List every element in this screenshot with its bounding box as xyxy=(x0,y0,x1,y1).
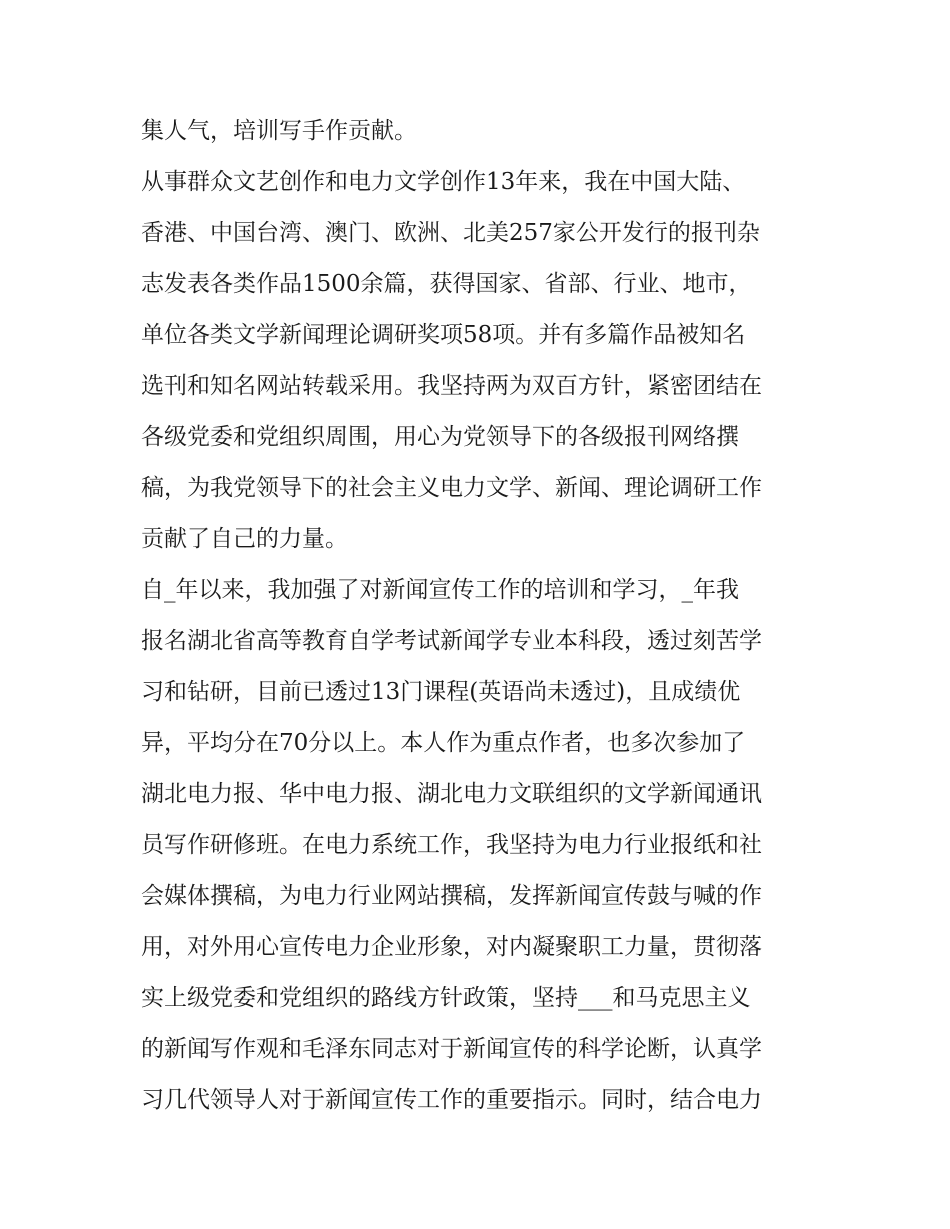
text-line: 集人气，培训写手作贡献。 xyxy=(141,118,417,144)
text-line: 从事群众文艺创作和电力文学创作13年来，我在中国大陆、 xyxy=(141,169,746,195)
text-line: 员写作研修班。在电力系统工作，我坚持为电力行业报纸和社 xyxy=(141,832,762,858)
text-line: 稿，为我党领导下的社会主义电力文学、新闻、理论调研工作 xyxy=(141,475,762,501)
text-line: 习和钻研，目前已透过13门课程(英语尚未透过)，且成绩优 xyxy=(141,679,741,705)
text-line: 单位各类文学新闻理论调研奖项58项。并有多篇作品被知名 xyxy=(141,322,746,348)
text-line: 异，平均分在70分以上。本人作为重点作者，也多次参加了 xyxy=(141,730,746,756)
text-line: 习几代领导人对于新闻宣传工作的重要指示。同时，结合电力 xyxy=(141,1087,762,1113)
text-line: 实上级党委和党组织的路线方针政策，坚持___和马克思主义 xyxy=(141,985,751,1011)
text-line: 用，对外用心宣传电力企业形象，对内凝聚职工力量，贯彻落 xyxy=(141,934,762,960)
text-line: 志发表各类作品1500余篇，获得国家、省部、行业、地市， xyxy=(141,271,752,297)
text-line: 各级党委和党组织周围，用心为党领导下的各级报刊网络撰 xyxy=(141,424,739,450)
text-line: 贡献了自己的力量。 xyxy=(141,526,348,552)
text-line: 的新闻写作观和毛泽东同志对于新闻宣传的科学论断，认真学 xyxy=(141,1036,762,1062)
text-line: 报名湖北省高等教育自学考试新闻学专业本科段，透过刻苦学 xyxy=(141,628,762,654)
text-line: 湖北电力报、华中电力报、湖北电力文联组织的文学新闻通讯 xyxy=(141,781,762,807)
text-line: 会媒体撰稿，为电力行业网站撰稿，发挥新闻宣传鼓与喊的作 xyxy=(141,883,762,909)
text-line: 选刊和知名网站转载采用。我坚持两为双百方针，紧密团结在 xyxy=(141,373,762,399)
text-line: 香港、中国台湾、澳门、欧洲、北美257家公开发行的报刊杂 xyxy=(141,220,760,246)
text-line: 自_年以来，我加强了对新闻宣传工作的培训和学习，_年我 xyxy=(141,577,739,603)
body-text xyxy=(141,106,821,1126)
